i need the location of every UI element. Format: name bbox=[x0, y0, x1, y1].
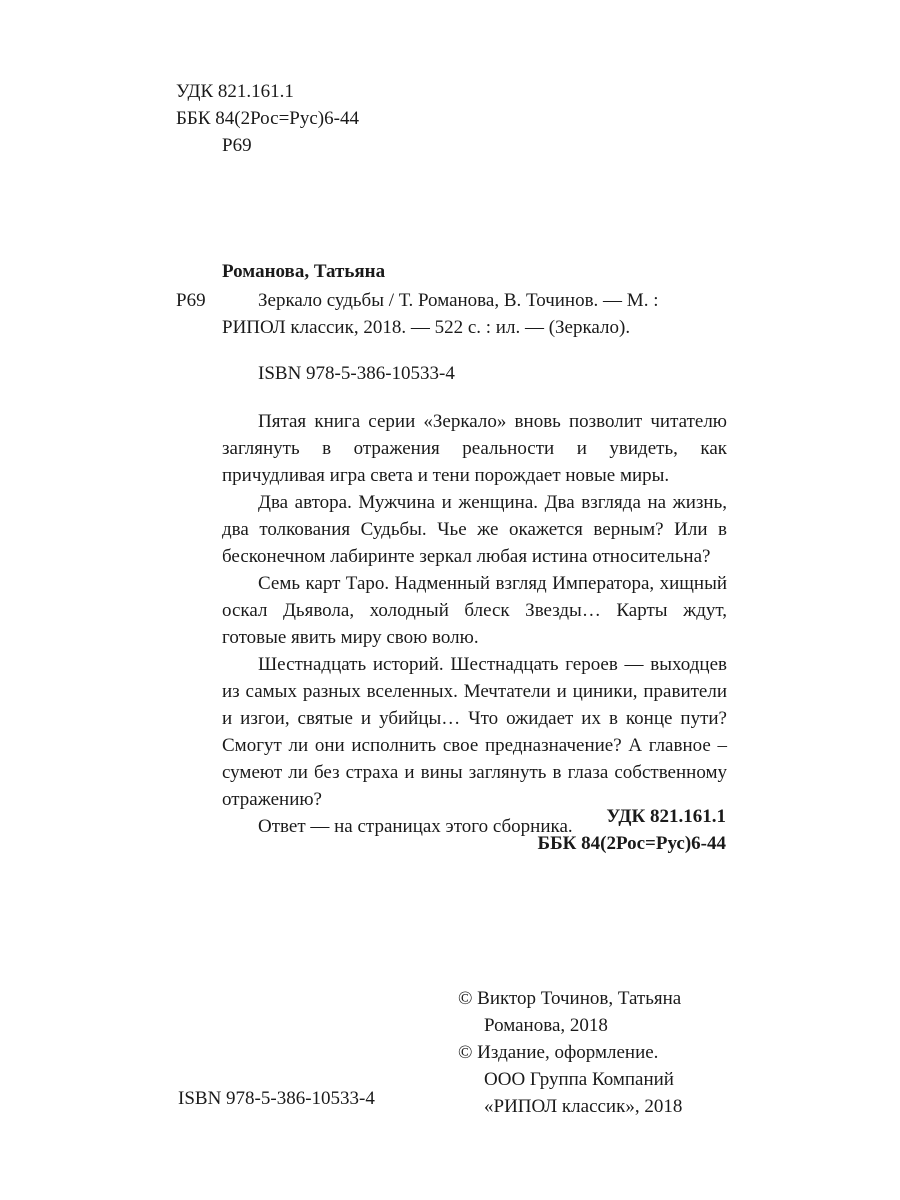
author-mark: Р69 bbox=[222, 135, 252, 156]
card-isbn: ISBN 978-5-386-10533-4 bbox=[258, 363, 455, 384]
udk-code-bold: УДК 821.161.1 bbox=[606, 806, 726, 827]
bbk-code-bold: ББК 84(2Рос=Рус)6-44 bbox=[537, 833, 726, 854]
annotation-paragraph: Пятая книга серии «Зеркало» вновь позволит читателю заглянуть в отражения реальности и увидеть, как причудливая игра света и тени порождает новые миры. bbox=[222, 411, 727, 486]
classification-block bbox=[538, 803, 726, 857]
annotation-paragraph: Ответ — на страницах этого сборника. bbox=[258, 816, 573, 837]
copyright-authors-line-2: Романова, 2018 bbox=[484, 1015, 608, 1036]
isbn: ISBN 978-5-386-10533-4 bbox=[178, 1088, 375, 1109]
bibliographic-description-line-2: РИПОЛ классик, 2018. — 522 с. : ил. — (Зеркало). bbox=[222, 317, 631, 338]
annotation bbox=[222, 408, 727, 840]
annotation-paragraph: Два автора. Мужчина и женщина. Два взгляда на жизнь, два толкования Судьбы. Чье же окажется верным? Или в бесконечном лабиринте зеркал любая истина относительна? bbox=[222, 492, 727, 567]
copyright-authors-line-1: © Виктор Точинов, Татьяна bbox=[458, 988, 682, 1009]
annotation-paragraph: Семь карт Таро. Надменный взгляд Императора, хищный оскал Дьявола, холодный блеск Звезды… Карты ждут, готовые явить миру свою волю. bbox=[222, 573, 727, 648]
copyright-authors bbox=[458, 985, 738, 1039]
bibliographic-description-line-1: Зеркало судьбы / Т. Романова, В. Точинов. — М. : bbox=[258, 290, 659, 311]
card-author-mark: Р69 bbox=[176, 290, 206, 311]
copyright-publisher-line-1: © Издание, оформление. bbox=[458, 1042, 659, 1063]
author-heading: Романова, Татьяна bbox=[222, 261, 386, 282]
bbk-code: ББК 84(2Рос=Рус)6-44 bbox=[176, 108, 359, 129]
copyright-block bbox=[458, 985, 738, 1120]
copyright-publisher-line-3: «РИПОЛ классик», 2018 bbox=[484, 1096, 683, 1117]
copyright-publisher bbox=[458, 1039, 738, 1120]
copyright-publisher-line-2: ООО Группа Компаний bbox=[484, 1069, 674, 1090]
annotation-paragraph: Шестнадцать историй. Шестнадцать героев — выходцев из самых разных вселенных. Мечтатели и циники, правители и изгои, святые и убийцы… Что ожидает их в конце пути? Смогут ли они исполнить свое предназначение? А главное – сумеют ли без страха и вины заглянуть в глаза собственному отражению? bbox=[222, 654, 727, 810]
udk-code: УДК 821.161.1 bbox=[176, 81, 294, 102]
